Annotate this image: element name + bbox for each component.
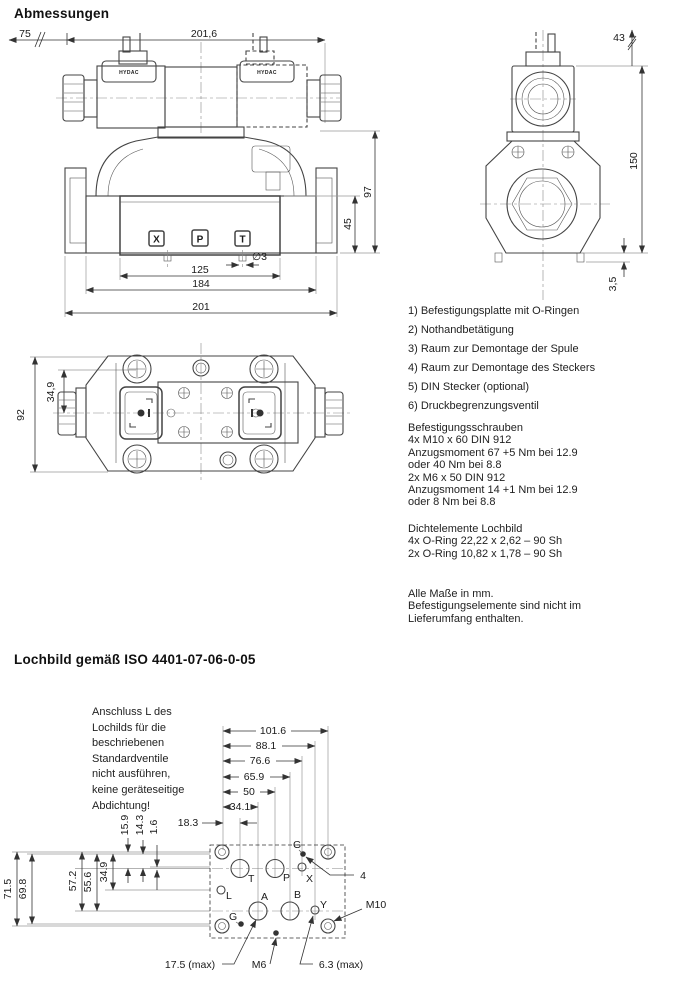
dim-201-6: 201,6	[190, 28, 218, 40]
side-view-drawing	[480, 28, 695, 313]
knurl-ridges	[64, 84, 83, 111]
din-connector-left	[119, 51, 147, 64]
dim-150: 150	[628, 152, 640, 170]
port-t-label: T	[248, 873, 255, 885]
din-connector-right	[246, 51, 274, 64]
brand-label-left: HYDAC	[119, 70, 139, 76]
top-view-drawing	[8, 335, 428, 510]
port-a-label: A	[261, 891, 269, 903]
callout-m10: M10	[365, 899, 387, 911]
dim-76-6: 76.6	[249, 755, 271, 767]
callouts	[165, 857, 386, 971]
port-g-bottom-label: G	[229, 911, 238, 923]
connector-pin	[123, 37, 130, 52]
screw-hole	[220, 452, 236, 468]
row-extension-lines	[12, 852, 210, 926]
section-title-abmessungen: Abmessungen	[14, 6, 110, 21]
dim-34-9-group	[45, 370, 136, 413]
dim-18-3: 18.3	[177, 817, 199, 829]
screws-paragraph	[408, 422, 698, 509]
note-item: 4) Raum zur Demontage des Steckers	[408, 362, 596, 374]
note-item: 1) Befestigungsplatte mit O-Ringen	[408, 305, 580, 317]
note-item: 3) Raum zur Demontage der Spule	[408, 343, 579, 355]
top-dim-stack	[178, 725, 328, 829]
lochbild-note-line: keine geräteseitige	[92, 783, 185, 796]
callout-17-5-max: 17.5 (max)	[164, 959, 216, 971]
dim-1-6: 1.6	[148, 819, 160, 835]
port-x-label: X	[153, 234, 160, 246]
screws-line: 4x M10 x 60 DIN 912	[408, 434, 512, 447]
port-l-hole	[217, 886, 225, 894]
dim-92: 92	[15, 409, 27, 421]
dim-71-5: 71.5	[2, 878, 14, 900]
dim-50: 50	[243, 786, 255, 798]
screws-line: Befestigungsschrauben	[408, 422, 523, 434]
vertical-extension-lines	[223, 726, 328, 920]
right-end-cap	[316, 168, 337, 253]
dim-88-1: 88.1	[255, 740, 277, 752]
hole-pattern-drawing	[0, 700, 700, 986]
dim-3-5-group	[586, 238, 630, 291]
port-markings	[149, 230, 250, 246]
dim-57-2: 57.2	[67, 870, 79, 892]
port-y-label: Y	[320, 899, 328, 911]
dim-3-5: 3,5	[607, 276, 619, 292]
screws-line: oder 40 Nm bei 8.8	[408, 459, 502, 472]
right-connector-block	[239, 387, 281, 439]
m10-hole	[321, 919, 335, 933]
footer-paragraph	[408, 588, 698, 625]
lochbild-note-line: Lochilds für die	[92, 721, 166, 734]
notes-panel	[408, 302, 698, 625]
dim-201: 201	[192, 301, 210, 313]
dim-75-group	[9, 28, 67, 47]
right-solenoid	[237, 33, 341, 127]
left-vertical-dims	[2, 852, 113, 926]
callout-m6: M6	[251, 959, 267, 971]
front-view-drawing	[8, 28, 468, 338]
right-override-knob	[315, 388, 343, 437]
dim-14-3: 14.3	[134, 814, 146, 836]
left-end-cap	[65, 168, 86, 253]
connector-pin	[548, 34, 555, 52]
dim-45: 45	[342, 218, 354, 230]
port-l-label: L	[226, 890, 232, 902]
dim-69-8: 69.8	[17, 878, 29, 900]
note-item: 5) DIN Stecker (optional)	[408, 381, 530, 393]
seals-paragraph	[408, 523, 698, 560]
screws-line: Anzugsmoment 14 +1 Nm bei 12.9	[408, 484, 578, 497]
note-item: 6) Druckbegrenzungsventil	[408, 400, 539, 412]
lochbild-note-line: beschriebenen	[92, 737, 165, 750]
dim-101-6: 101.6	[259, 725, 287, 737]
lochbild-note-line: Anschluss L des	[92, 706, 172, 718]
lochbild-note-line: Standardventile	[92, 752, 169, 765]
callout-6-3-max: 6.3 (max)	[318, 959, 364, 971]
connector-pin	[260, 37, 267, 52]
dim-97: 97	[362, 186, 374, 198]
lochbild-note-line: Abdichtung!	[92, 799, 151, 812]
dim-65-9: 65.9	[243, 771, 265, 783]
dim-97-group	[320, 131, 380, 253]
foot-pin	[495, 253, 502, 262]
footer-line: Alle Maße in mm.	[408, 588, 494, 601]
dim-75: 75	[19, 28, 31, 40]
dim-34-1: 34.1	[229, 801, 251, 813]
callout-4: 4	[360, 870, 366, 882]
brand-label-right: HYDAC	[257, 70, 277, 76]
dim-15-9: 15.9	[119, 814, 131, 836]
dim-55-6: 55.6	[82, 871, 94, 893]
dim-45-group	[284, 196, 360, 253]
note-item: 2) Nothandbetätigung	[408, 324, 514, 336]
port-p-label: P	[283, 872, 291, 884]
m10-hole	[215, 845, 229, 859]
m10-hole	[215, 919, 229, 933]
seals-line: 2x O-Ring 10,82 x 1,78 – 90 Sh	[408, 547, 563, 560]
dim-43: 43	[613, 32, 625, 44]
seals-line: 4x O-Ring 22,22 x 2,62 – 90 Sh	[408, 535, 563, 548]
left-solenoid	[63, 33, 165, 128]
foot-pin	[577, 253, 584, 262]
section-title-lochbild: Lochbild gemäß ISO 4401-07-06-0-05	[14, 652, 256, 667]
left-override-knob	[58, 388, 86, 437]
knurl-ridges	[321, 84, 340, 111]
lochbild-note-line: nicht ausführen,	[92, 768, 171, 781]
port-p-label: P	[196, 234, 204, 246]
dim-34-9: 34,9	[45, 381, 57, 403]
dim-125: 125	[191, 264, 209, 276]
footer-line: Befestigungselemente sind nicht im	[408, 600, 582, 613]
break-symbol	[35, 32, 45, 47]
screws-line: oder 8 Nm bei 8.8	[408, 496, 496, 509]
g-pin-hole-bottom	[238, 921, 244, 927]
screws-line: Anzugsmoment 67 +5 Nm bei 12.9	[408, 446, 578, 459]
seals-line: Dichtelemente Lochbild	[408, 522, 523, 535]
dim-43-group	[576, 30, 648, 66]
port-g-top-label: G	[293, 839, 302, 851]
dim-34-9b: 34.9	[98, 861, 110, 883]
dim-diam3: ∅3	[252, 251, 267, 263]
port-b-label: B	[294, 889, 302, 901]
screws-line: 2x M6 x 50 DIN 912	[408, 471, 506, 484]
mounting-plate	[210, 839, 345, 938]
port-x-label: X	[306, 873, 314, 885]
port-t-label: T	[239, 234, 246, 246]
m6-hole	[273, 930, 279, 936]
bottom-dims	[65, 256, 337, 317]
dim-201-6-group	[67, 28, 325, 123]
footer-line: Lieferumfang enthalten.	[408, 612, 524, 625]
dim-184: 184	[192, 278, 210, 290]
